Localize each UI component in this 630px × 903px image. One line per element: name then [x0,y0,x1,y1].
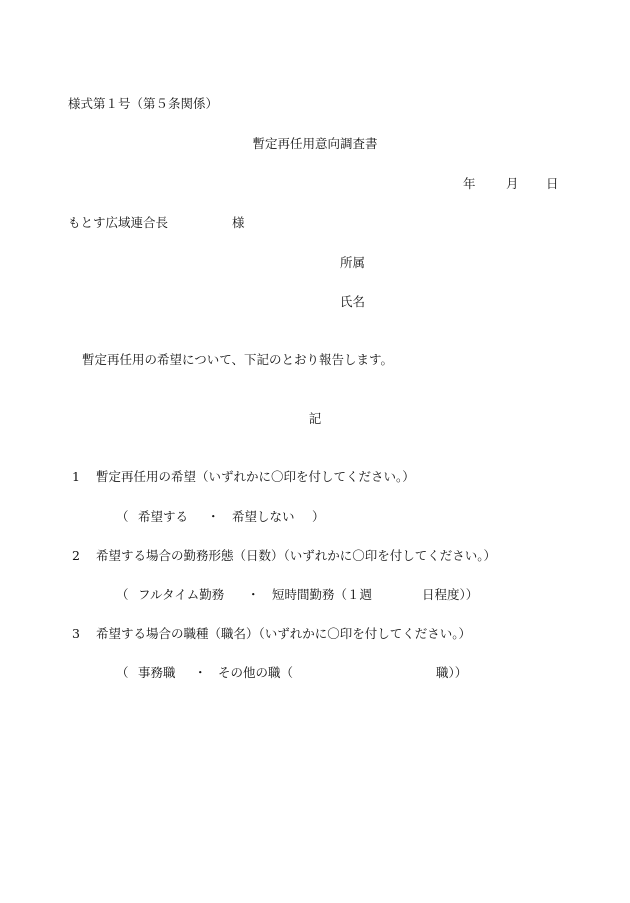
item-2-question: 希望する場合の勤務形態（日数）（いずれかに〇印を付してください。） [96,548,497,563]
item-1-open-paren: （ [116,509,129,524]
ki-heading: 記 [308,411,322,426]
item-2-option-shorttime[interactable]: 短時間勤務（１週 [272,587,373,602]
name-label: 氏名 [340,294,366,309]
form-number: 様式第１号（第５条関係） [68,96,219,111]
item-2-open-paren: （ [116,587,129,602]
item-1-number: 1 [72,469,80,484]
addressee-honorific: 様 [232,215,245,230]
document-title: 暫定再任用意向調査書 [252,136,378,151]
item-2-days-suffix: 日程度）） [422,587,479,602]
item-3-job-suffix: 職）） [436,665,468,680]
item-1-option-hope[interactable]: 希望する [138,509,189,524]
item-3-option-other[interactable]: その他の職（ [218,665,294,680]
item-3-question: 希望する場合の職種（職名）（いずれかに〇印を付してください。） [96,626,472,641]
intro-text: 暫定再任用の希望について、下記のとおり報告します。 [82,352,394,367]
item-1-option-no-hope[interactable]: 希望しない [232,509,295,524]
item-3-number: 3 [72,626,80,641]
date-month-label: 月 [506,176,519,191]
item-3-separator: ・ [194,665,207,680]
date-year-label: 年 [463,176,476,191]
item-2-option-fulltime[interactable]: フルタイム勤務 [138,587,225,602]
item-2-number: 2 [72,548,80,563]
item-2-separator: ・ [247,587,260,602]
affiliation-label: 所属 [340,255,366,270]
item-1-question: 暫定再任用の希望（いずれかに〇印を付してください。） [96,469,415,484]
item-1-close-paren: ） [312,509,325,524]
item-3-option-clerical[interactable]: 事務職 [138,665,176,680]
item-3-open-paren: （ [116,665,129,680]
addressee-name: もとす広域連合長 [68,215,169,230]
item-1-separator: ・ [207,509,220,524]
date-day-label: 日 [546,176,559,191]
